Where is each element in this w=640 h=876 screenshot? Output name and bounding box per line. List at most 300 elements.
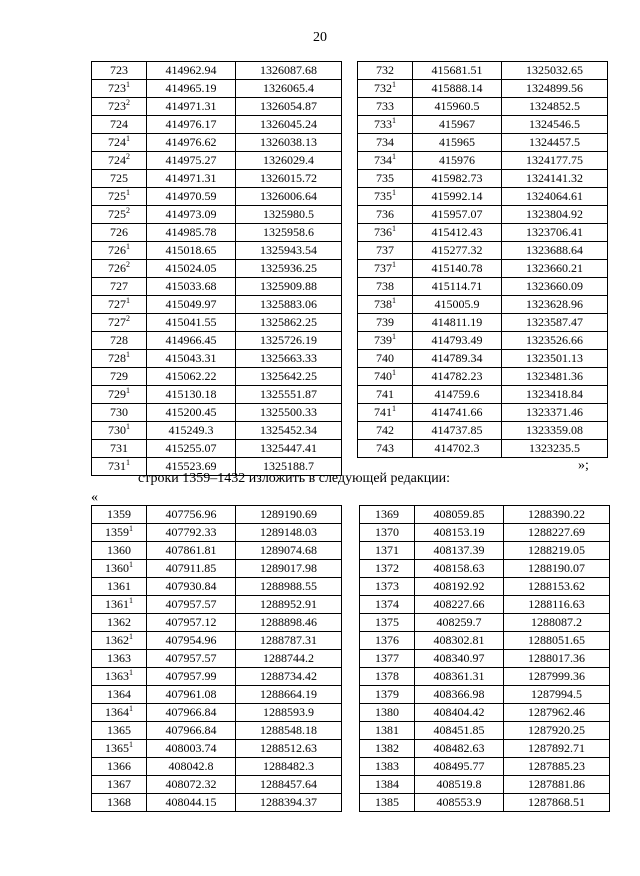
point-number: 723 [110,63,128,77]
table-row [360,704,610,722]
point-number-cell [360,704,415,722]
point-number-cell [360,776,415,794]
table-row [360,524,610,542]
point-number: 726 [108,243,126,257]
table-row [358,332,608,350]
table-row [360,560,610,578]
point-number-cell [358,116,413,134]
point-number: 1363 [105,669,129,683]
y-coordinate-cell: 1288548.18 [236,722,342,740]
y-coordinate-cell: 1324852.5 [502,98,608,116]
point-number-cell [358,206,413,224]
x-coordinate-cell: 407957.99 [147,668,236,686]
point-number: 1375 [375,615,399,629]
x-coordinate-cell: 415005.9 [413,296,502,314]
coordinates-table-3 [91,505,342,812]
x-coordinate-cell: 415140.78 [413,260,502,278]
point-index: 1 [392,116,396,125]
point-number-cell [358,422,413,440]
y-coordinate-cell: 1326006.64 [236,188,342,206]
table-row [358,314,608,332]
y-coordinate-cell: 1288664.19 [236,686,342,704]
table-row [92,686,342,704]
table-row [92,758,342,776]
y-coordinate-cell: 1325447.41 [236,440,342,458]
table-row [358,404,608,422]
point-index: 1 [126,134,130,143]
point-index: 1 [129,560,133,569]
y-coordinate-cell: 1326065.4 [236,80,342,98]
table-row [92,278,342,296]
y-coordinate-cell: 1288988.55 [236,578,342,596]
table-row [92,62,342,80]
point-index: 2 [126,98,130,107]
y-coordinate-cell: 1323359.08 [502,422,608,440]
table-row [360,614,610,632]
x-coordinate-cell: 414962.94 [147,62,236,80]
point-number-cell [92,62,147,80]
table-row [92,578,342,596]
x-coordinate-cell: 415277.32 [413,242,502,260]
point-number-cell [360,794,415,812]
x-coordinate-cell: 408361.31 [415,668,504,686]
table-row [92,134,342,152]
point-index: 1 [392,80,396,89]
y-coordinate-cell: 1288744.2 [236,650,342,668]
point-number-cell [358,260,413,278]
coordinates-table-1 [91,61,342,476]
y-coordinate-cell: 1323804.92 [502,206,608,224]
y-coordinate-cell: 1326054.87 [236,98,342,116]
x-coordinate-cell: 414985.78 [147,224,236,242]
table-row [360,776,610,794]
point-number: 730 [108,423,126,437]
y-coordinate-cell: 1325980.5 [236,206,342,224]
point-number: 725 [110,171,128,185]
point-number: 1370 [375,525,399,539]
table-row [92,188,342,206]
point-index: 1 [392,152,396,161]
point-number-cell [358,170,413,188]
table-row [360,740,610,758]
y-coordinate-cell: 1288457.64 [236,776,342,794]
table-row [358,98,608,116]
x-coordinate-cell: 415062.22 [147,368,236,386]
table-row [92,116,342,134]
y-coordinate-cell: 1289017.98 [236,560,342,578]
point-number: 738 [376,279,394,293]
x-coordinate-cell: 407966.84 [147,722,236,740]
y-coordinate-cell: 1288898.46 [236,614,342,632]
x-coordinate-cell: 408003.74 [147,740,236,758]
x-coordinate-cell: 408153.19 [415,524,504,542]
point-number-cell [92,578,147,596]
point-number-cell [358,440,413,458]
table-row [92,386,342,404]
table-row [92,524,342,542]
point-number-cell [92,422,147,440]
x-coordinate-cell: 415200.45 [147,404,236,422]
point-number: 739 [376,315,394,329]
x-coordinate-cell: 415033.68 [147,278,236,296]
table-row [92,542,342,560]
table-row [360,722,610,740]
table-row [358,386,608,404]
x-coordinate-cell: 408192.92 [415,578,504,596]
point-number-cell [358,224,413,242]
y-coordinate-cell: 1325500.33 [236,404,342,422]
x-coordinate-cell: 407930.84 [147,578,236,596]
point-number-cell [358,152,413,170]
y-coordinate-cell: 1323371.46 [502,404,608,422]
point-number: 732 [374,81,392,95]
y-coordinate-cell: 1287885.23 [504,758,610,776]
point-number: 1368 [107,795,131,809]
table-row [92,152,342,170]
point-number-cell [92,614,147,632]
table-row [92,404,342,422]
point-number: 728 [110,333,128,347]
point-index: 1 [126,80,130,89]
point-number-cell [92,242,147,260]
x-coordinate-cell: 408302.81 [415,632,504,650]
table-row [360,758,610,776]
point-number: 1366 [107,759,131,773]
point-number: 730 [110,405,128,419]
y-coordinate-cell: 1288190.07 [504,560,610,578]
point-number-cell [360,614,415,632]
table-row [358,422,608,440]
point-number: 726 [110,225,128,239]
x-coordinate-cell: 408137.39 [415,542,504,560]
x-coordinate-cell: 414976.62 [147,134,236,152]
point-number-cell [92,170,147,188]
x-coordinate-cell: 415024.05 [147,260,236,278]
point-number-cell [358,188,413,206]
x-coordinate-cell: 414970.59 [147,188,236,206]
x-coordinate-cell: 407961.08 [147,686,236,704]
point-number: 736 [376,207,394,221]
point-number-cell [92,296,147,314]
y-coordinate-cell: 1323660.09 [502,278,608,296]
point-index: 1 [392,260,396,269]
point-number: 1380 [375,705,399,719]
point-number-cell [360,560,415,578]
point-index: 2 [126,152,130,161]
table-row [358,224,608,242]
y-coordinate-cell: 1325726.19 [236,332,342,350]
point-index: 1 [129,596,133,605]
x-coordinate-cell: 415681.51 [413,62,502,80]
table-row [92,206,342,224]
y-coordinate-cell: 1325032.65 [502,62,608,80]
y-coordinate-cell: 1288219.05 [504,542,610,560]
table-row [92,98,342,116]
x-coordinate-cell: 408451.85 [415,722,504,740]
point-number-cell [92,704,147,722]
y-coordinate-cell: 1287881.86 [504,776,610,794]
x-coordinate-cell: 415255.07 [147,440,236,458]
y-coordinate-cell: 1325663.33 [236,350,342,368]
point-index: 1 [129,740,133,749]
x-coordinate-cell: 415523.69 [147,458,236,476]
point-number-cell [92,260,147,278]
x-coordinate-cell: 408340.97 [415,650,504,668]
point-number-cell [92,368,147,386]
point-number: 723 [108,81,126,95]
point-number: 1361 [105,597,129,611]
point-index: 1 [392,368,396,377]
point-number: 743 [376,441,394,455]
table-row [358,116,608,134]
point-number-cell [92,350,147,368]
table-row [358,368,608,386]
x-coordinate-cell: 408158.63 [415,560,504,578]
point-number: 1373 [375,579,399,593]
table-row [92,668,342,686]
point-number-cell [92,740,147,758]
point-number: 1363 [107,651,131,665]
x-coordinate-cell: 414976.17 [147,116,236,134]
point-number: 724 [108,153,126,167]
point-number-cell [360,506,415,524]
point-number: 1369 [375,507,399,521]
point-number-cell [358,134,413,152]
point-number: 740 [376,351,394,365]
point-number-cell [92,776,147,794]
point-number-cell [92,524,147,542]
point-number: 1376 [375,633,399,647]
point-number-cell [92,506,147,524]
y-coordinate-cell: 1289148.03 [236,524,342,542]
y-coordinate-cell: 1288512.63 [236,740,342,758]
table-row [92,296,342,314]
x-coordinate-cell: 408042.8 [147,758,236,776]
point-index: 1 [126,296,130,305]
table-row [92,314,342,332]
point-number: 1383 [375,759,399,773]
x-coordinate-cell: 407792.33 [147,524,236,542]
table-row [92,80,342,98]
x-coordinate-cell: 415967 [413,116,502,134]
y-coordinate-cell: 1288390.22 [504,506,610,524]
point-number: 734 [376,135,394,149]
x-coordinate-cell: 414702.3 [413,440,502,458]
y-coordinate-cell: 1323526.66 [502,332,608,350]
table-row [358,134,608,152]
y-coordinate-cell: 1325958.6 [236,224,342,242]
y-coordinate-cell: 1288087.2 [504,614,610,632]
point-number-cell [92,224,147,242]
point-index: 1 [129,704,133,713]
y-coordinate-cell: 1288787.31 [236,632,342,650]
y-coordinate-cell: 1324177.75 [502,152,608,170]
y-coordinate-cell: 1325862.25 [236,314,342,332]
table-row [358,80,608,98]
x-coordinate-cell: 407966.84 [147,704,236,722]
table-row [358,296,608,314]
point-number: 741 [376,387,394,401]
point-number-cell [358,332,413,350]
point-number: 1381 [375,723,399,737]
table-row [360,542,610,560]
y-coordinate-cell: 1324457.5 [502,134,608,152]
table-row [92,722,342,740]
point-number: 724 [110,117,128,131]
table-row [360,686,610,704]
x-coordinate-cell: 415957.07 [413,206,502,224]
point-index: 1 [126,350,130,359]
point-index: 1 [129,524,133,533]
table-row [358,350,608,368]
x-coordinate-cell: 407954.96 [147,632,236,650]
y-coordinate-cell: 1325188.7 [236,458,342,476]
point-number-cell [92,560,147,578]
y-coordinate-cell: 1323481.36 [502,368,608,386]
table-row [92,332,342,350]
table-row [92,350,342,368]
point-index: 1 [126,188,130,197]
x-coordinate-cell: 415043.31 [147,350,236,368]
x-coordinate-cell: 415888.14 [413,80,502,98]
table-row [92,224,342,242]
table-row [358,260,608,278]
point-number: 725 [108,189,126,203]
y-coordinate-cell: 1323235.5 [502,440,608,458]
amendment-instruction: строки 1359–1432 изложить в следующей редакции: [138,471,451,486]
x-coordinate-cell: 415114.71 [413,278,502,296]
point-number-cell [92,80,147,98]
point-number: 1372 [375,561,399,575]
point-number-cell [92,794,147,812]
point-index: 1 [129,632,133,641]
table-row [92,368,342,386]
point-number-cell [358,314,413,332]
y-coordinate-cell: 1289074.68 [236,542,342,560]
x-coordinate-cell: 414782.23 [413,368,502,386]
point-number: 727 [108,315,126,329]
y-coordinate-cell: 1326029.4 [236,152,342,170]
x-coordinate-cell: 415965 [413,134,502,152]
table-row [360,632,610,650]
x-coordinate-cell: 407957.12 [147,614,236,632]
x-coordinate-cell: 415018.65 [147,242,236,260]
point-number: 1374 [375,597,399,611]
point-number: 729 [110,369,128,383]
y-coordinate-cell: 1323688.64 [502,242,608,260]
x-coordinate-cell: 414975.27 [147,152,236,170]
point-number-cell [358,80,413,98]
x-coordinate-cell: 415130.18 [147,386,236,404]
table-row [92,614,342,632]
y-coordinate-cell: 1324546.5 [502,116,608,134]
x-coordinate-cell: 414811.19 [413,314,502,332]
x-coordinate-cell: 415049.97 [147,296,236,314]
point-number: 726 [108,261,126,275]
x-coordinate-cell: 414793.49 [413,332,502,350]
table-row [358,206,608,224]
y-coordinate-cell: 1323628.96 [502,296,608,314]
point-number-cell [360,758,415,776]
point-number: 1382 [375,741,399,755]
point-number-cell [358,98,413,116]
x-coordinate-cell: 408072.32 [147,776,236,794]
point-number: 739 [374,333,392,347]
point-number-cell [360,668,415,686]
point-index: 1 [392,332,396,341]
y-coordinate-cell: 1287994.5 [504,686,610,704]
point-index: 1 [126,242,130,251]
point-index: 2 [126,206,130,215]
point-number: 736 [374,225,392,239]
x-coordinate-cell: 407957.57 [147,650,236,668]
point-number: 742 [376,423,394,437]
y-coordinate-cell: 1326045.24 [236,116,342,134]
point-number-cell [358,278,413,296]
x-coordinate-cell: 408404.42 [415,704,504,722]
x-coordinate-cell: 414971.31 [147,98,236,116]
point-number-cell [360,578,415,596]
point-number: 740 [374,369,392,383]
point-number-cell [92,152,147,170]
y-coordinate-cell: 1288017.36 [504,650,610,668]
table-row [358,62,608,80]
point-number: 725 [108,207,126,221]
point-index: 1 [392,296,396,305]
table-row [358,242,608,260]
y-coordinate-cell: 1324064.61 [502,188,608,206]
point-number: 735 [376,171,394,185]
y-coordinate-cell: 1288952.91 [236,596,342,614]
table-row [92,794,342,812]
y-coordinate-cell: 1323501.13 [502,350,608,368]
point-number: 733 [374,117,392,131]
point-number-cell [92,188,147,206]
point-number: 1377 [375,651,399,665]
point-number: 1359 [105,525,129,539]
point-number: 733 [376,99,394,113]
point-number: 1362 [105,633,129,647]
table-row [92,560,342,578]
point-number-cell [358,404,413,422]
point-number: 728 [108,351,126,365]
point-number: 741 [374,405,392,419]
x-coordinate-cell: 414973.09 [147,206,236,224]
point-number-cell [360,542,415,560]
point-number: 1364 [105,705,129,719]
table-row [92,440,342,458]
point-number-cell [92,386,147,404]
point-index: 1 [392,404,396,413]
x-coordinate-cell: 415249.3 [147,422,236,440]
y-coordinate-cell: 1323587.47 [502,314,608,332]
table-row [92,704,342,722]
y-coordinate-cell: 1325909.88 [236,278,342,296]
point-number: 1362 [107,615,131,629]
point-number: 734 [374,153,392,167]
table-row [360,794,610,812]
point-number-cell [92,278,147,296]
table-row [92,596,342,614]
point-number-cell [92,116,147,134]
point-index: 2 [126,260,130,269]
point-number: 1360 [107,543,131,557]
x-coordinate-cell: 414737.85 [413,422,502,440]
x-coordinate-cell: 408227.66 [415,596,504,614]
point-number-cell [92,542,147,560]
x-coordinate-cell: 415992.14 [413,188,502,206]
x-coordinate-cell: 414759.6 [413,386,502,404]
